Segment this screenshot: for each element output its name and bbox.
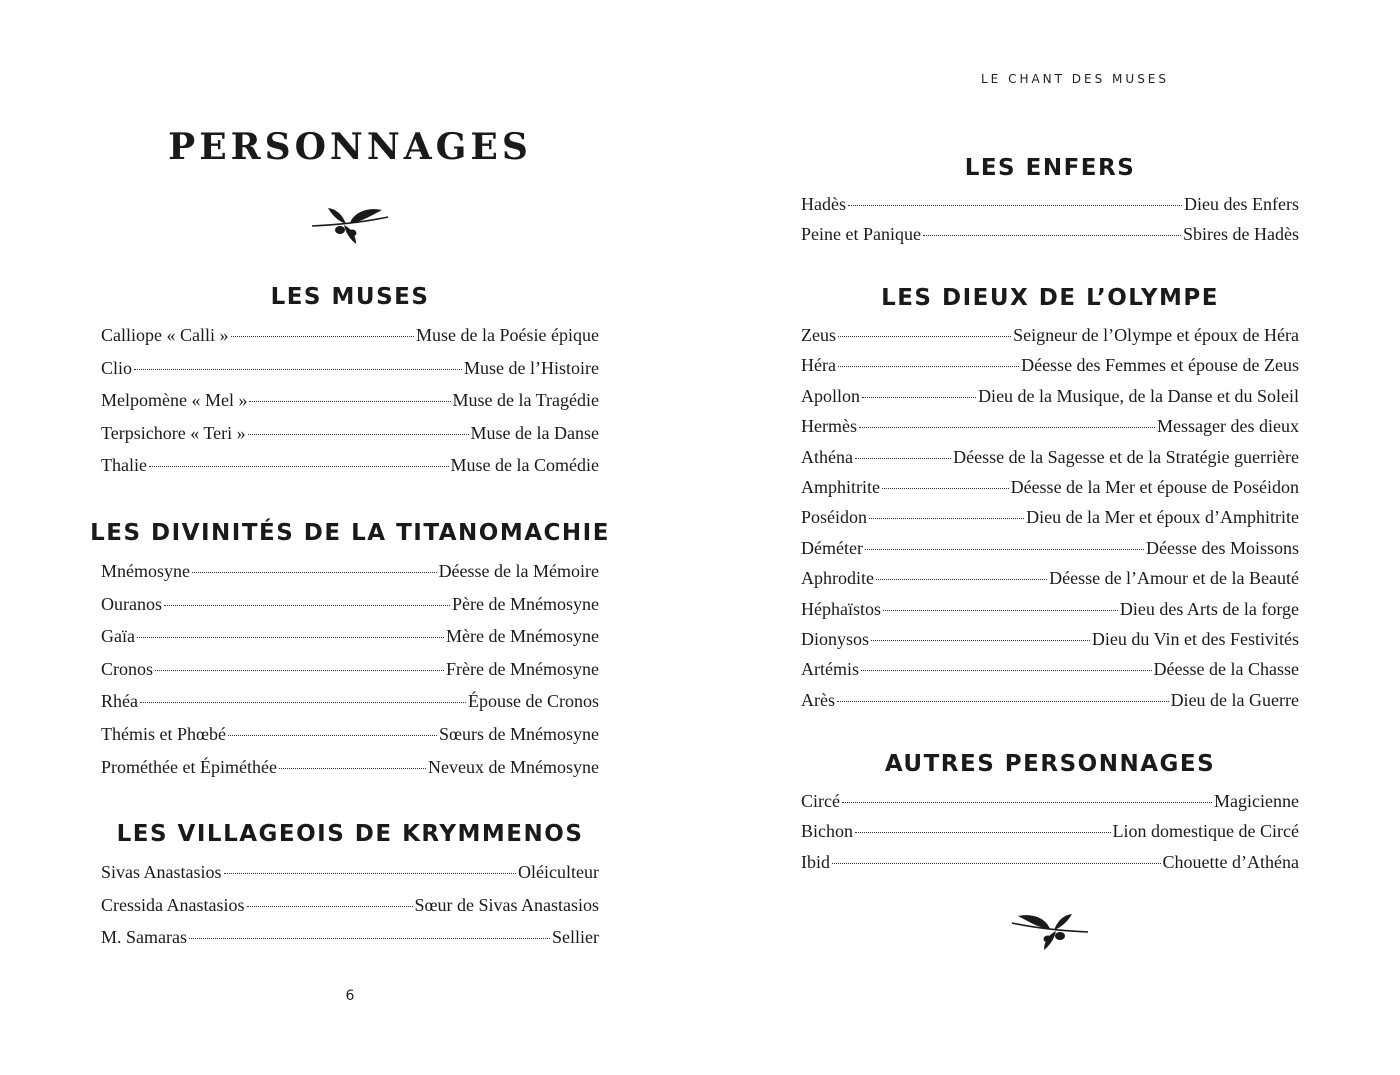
olive-branch-icon: [1010, 912, 1090, 952]
dot-leader: [842, 802, 1212, 803]
character-name: Cronos: [101, 658, 154, 679]
list-item: [101, 561, 599, 594]
character-name: Clio: [101, 357, 133, 378]
dot-leader: [248, 434, 469, 435]
dot-leader: [865, 549, 1144, 550]
character-name: Sivas Anastasios: [101, 862, 222, 882]
list-item: [801, 355, 1299, 385]
list-item: [801, 325, 1299, 355]
list-item: [101, 325, 599, 358]
character-role: Lion domestique de Circé: [1112, 821, 1299, 842]
dot-leader: [848, 205, 1182, 206]
character-name: Ibid: [801, 851, 830, 872]
character-role: Muse de la Tragédie: [452, 390, 599, 411]
character-role: Mère de Mnémosyne: [446, 626, 599, 647]
dot-leader: [224, 873, 517, 874]
dot-leader: [149, 466, 449, 467]
olive-branch-icon: [310, 206, 390, 246]
list-item: [101, 594, 599, 627]
list-item: [101, 455, 599, 488]
character-role: Chouette d’Athéna: [1162, 851, 1299, 872]
character-name: Hermès: [801, 416, 857, 437]
character-name: Circé: [801, 791, 840, 811]
list-item: [101, 862, 599, 895]
dot-leader: [231, 336, 415, 337]
dot-leader: [871, 640, 1090, 641]
character-role: Oléiculteur: [518, 862, 599, 882]
list-item: [801, 538, 1299, 568]
character-list-titanomachie: [101, 561, 599, 789]
character-name: Zeus: [801, 325, 836, 345]
list-item: [801, 791, 1299, 821]
running-head: LE CHANT DES MUSES: [980, 72, 1170, 86]
character-name: Héphaïstos: [801, 598, 881, 619]
character-role: Muse de la Danse: [470, 422, 599, 443]
dot-leader: [228, 735, 437, 736]
character-name: Calliope « Calli »: [101, 325, 229, 345]
list-item: [801, 224, 1299, 254]
section-heading-muses: LES MUSES: [270, 284, 430, 310]
character-name: Dionysos: [801, 628, 870, 649]
character-name: Peine et Panique: [801, 224, 921, 245]
character-name: Rhéa: [101, 691, 138, 712]
dot-leader: [855, 832, 1111, 833]
character-name: M. Samaras: [101, 927, 187, 948]
dot-leader: [832, 863, 1161, 864]
character-list-olympe: [801, 325, 1299, 720]
character-list-muses: [101, 325, 599, 488]
character-role: Déesse de la Sagesse et de la Stratégie guerrière: [953, 446, 1299, 467]
list-item: [801, 416, 1299, 446]
character-name: Artémis: [801, 659, 859, 680]
character-role: Muse de la Poésie épique: [416, 325, 599, 345]
list-item: [101, 757, 599, 790]
character-role: Sœur de Sivas Anastasios: [414, 894, 599, 915]
page-title: PERSONNAGES: [168, 126, 532, 168]
character-name: Déméter: [801, 537, 863, 558]
list-item: [101, 423, 599, 456]
character-name: Apollon: [801, 385, 861, 406]
character-name: Gaïa: [101, 626, 135, 647]
character-name: Melpomène « Mel »: [101, 390, 248, 411]
character-name: Mnémosyne: [101, 561, 190, 581]
character-name: Bichon: [801, 821, 853, 842]
character-role: Dieu des Enfers: [1184, 194, 1299, 214]
list-item: [801, 659, 1299, 689]
dot-leader: [882, 488, 1009, 489]
character-name: Prométhée et Épiméthée: [101, 756, 277, 777]
character-list-autres: [801, 791, 1299, 882]
character-name: Arès: [801, 689, 835, 710]
character-role: Muse de l’Histoire: [464, 357, 599, 378]
character-role: Déesse des Moissons: [1146, 537, 1299, 558]
section-heading-titanomachie: LES DIVINITÉS DE LA TITANOMACHIE: [90, 520, 610, 546]
character-name: Cressida Anastasios: [101, 894, 245, 915]
dot-leader: [247, 906, 413, 907]
dot-leader: [838, 366, 1019, 367]
character-role: Messager des dieux: [1157, 416, 1299, 437]
character-name: Héra: [801, 355, 836, 376]
character-role: Déesse de la Mer et épouse de Poséidon: [1010, 476, 1299, 497]
list-item: [801, 629, 1299, 659]
list-item: [101, 724, 599, 757]
character-name: Athéna: [801, 446, 853, 467]
character-name: Thalie: [101, 455, 147, 476]
dot-leader: [249, 401, 450, 402]
dot-leader: [279, 768, 426, 769]
list-item: [801, 821, 1299, 851]
dot-leader: [155, 670, 444, 671]
character-role: Dieu de la Musique, de la Danse et du Soleil: [978, 385, 1299, 406]
list-item: [101, 390, 599, 423]
list-item: [101, 358, 599, 391]
character-name: Poséidon: [801, 507, 868, 528]
list-item: [801, 568, 1299, 598]
dot-leader: [923, 235, 1181, 236]
list-item: [801, 507, 1299, 537]
dot-leader: [861, 670, 1152, 671]
dot-leader: [837, 701, 1169, 702]
character-role: Neveux de Mnémosyne: [428, 756, 599, 777]
character-name: Thémis et Phœbé: [101, 723, 226, 744]
list-item: [101, 691, 599, 724]
list-item: [101, 927, 599, 960]
character-role: Dieu du Vin et des Festivités: [1091, 628, 1299, 649]
character-role: Seigneur de l’Olympe et époux de Héra: [1013, 325, 1299, 345]
dot-leader: [134, 369, 462, 370]
section-heading-enfers: LES ENFERS: [964, 155, 1136, 181]
dot-leader: [164, 605, 450, 606]
character-name: Amphitrite: [801, 476, 880, 497]
character-role: Sbires de Hadès: [1183, 224, 1299, 245]
right-page: [700, 0, 1400, 1075]
list-item: [101, 659, 599, 692]
character-role: Déesse de la Chasse: [1153, 659, 1299, 680]
dot-leader: [838, 336, 1011, 337]
list-item: [101, 626, 599, 659]
list-item: [101, 895, 599, 928]
character-name: Terpsichore « Teri »: [101, 422, 246, 443]
dot-leader: [869, 518, 1024, 519]
section-heading-villageois: LES VILLAGEOIS DE KRYMMENOS: [116, 821, 584, 847]
character-role: Muse de la Comédie: [450, 455, 599, 476]
dot-leader: [140, 702, 466, 703]
dot-leader: [192, 572, 437, 573]
section-heading-autres: AUTRES PERSONNAGES: [884, 751, 1216, 777]
dot-leader: [137, 637, 444, 638]
list-item: [801, 447, 1299, 477]
character-name: Hadès: [801, 194, 846, 214]
character-role: Déesse des Femmes et épouse de Zeus: [1021, 355, 1299, 376]
dot-leader: [876, 579, 1047, 580]
character-name: Aphrodite: [801, 568, 874, 589]
character-role: Déesse de la Mémoire: [438, 561, 599, 581]
character-list-villageois: [101, 862, 599, 960]
character-role: Frère de Mnémosyne: [446, 658, 599, 679]
page-number: 6: [345, 988, 355, 1004]
list-item: [801, 690, 1299, 720]
character-role: Déesse de l’Amour et de la Beauté: [1049, 568, 1299, 589]
character-role: Magicienne: [1214, 791, 1299, 811]
character-name: Ouranos: [101, 593, 162, 614]
list-item: [801, 194, 1299, 224]
list-item: [801, 477, 1299, 507]
list-item: [801, 386, 1299, 416]
dot-leader: [189, 938, 550, 939]
character-role: Sœurs de Mnémosyne: [439, 723, 599, 744]
dot-leader: [883, 610, 1118, 611]
character-role: Père de Mnémosyne: [452, 593, 599, 614]
section-heading-olympe: LES DIEUX DE L’OLYMPE: [881, 285, 1219, 311]
character-role: Sellier: [552, 927, 599, 948]
list-item: [801, 599, 1299, 629]
character-role: Dieu de la Mer et époux d’Amphitrite: [1026, 507, 1299, 528]
dot-leader: [855, 458, 951, 459]
dot-leader: [859, 427, 1155, 428]
character-role: Dieu de la Guerre: [1170, 689, 1299, 710]
list-item: [801, 852, 1299, 882]
dot-leader: [862, 397, 976, 398]
character-role: Dieu des Arts de la forge: [1119, 598, 1299, 619]
character-list-enfers: [801, 194, 1299, 255]
character-role: Épouse de Cronos: [468, 691, 599, 712]
